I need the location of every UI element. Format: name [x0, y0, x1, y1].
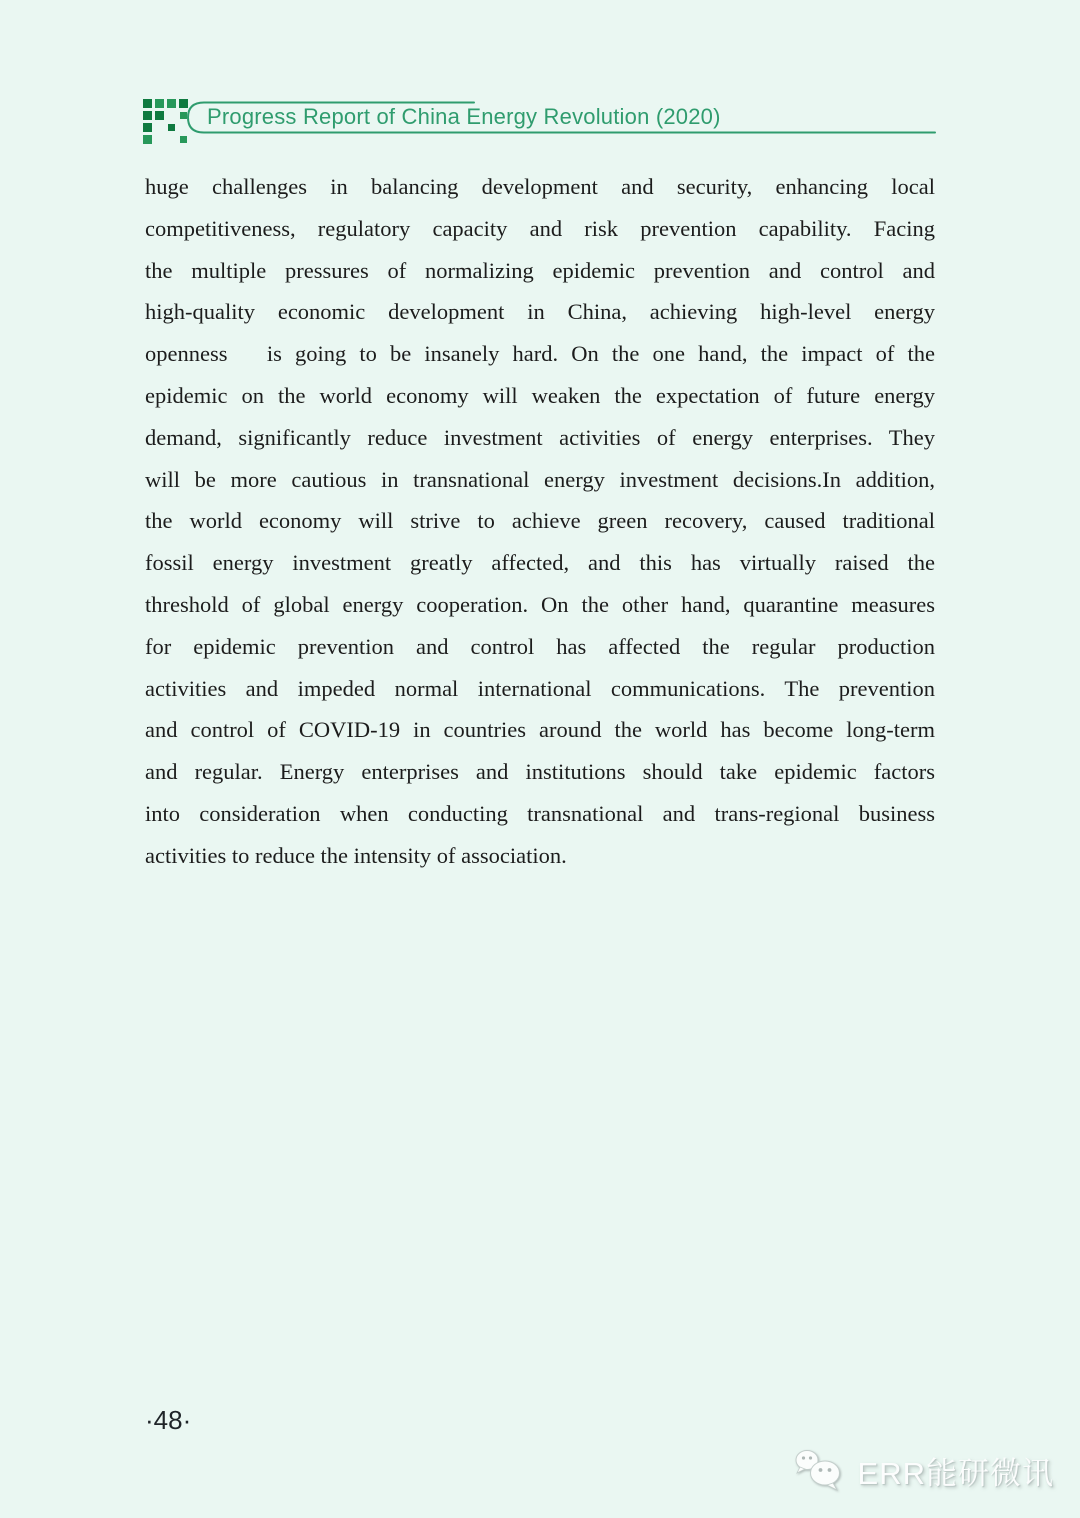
logo-pixel	[143, 111, 152, 120]
paragraph-line: will be more cautious in transnational energy investment decisions.In addition,	[145, 466, 935, 492]
paragraph-line: huge challenges in balancing development and security, enhancing local	[145, 174, 935, 199]
logo-pixel	[143, 135, 152, 144]
paragraph-line: competitiveness, regulatory capacity and risk prevention capability. Facing	[145, 215, 935, 241]
watermark-label: ERR能研微讯	[857, 1455, 1054, 1491]
paragraph-line: into consideration when conducting transnational and trans-regional business	[145, 800, 935, 826]
paragraph-line: for epidemic prevention and control has affected the regular production	[145, 633, 935, 659]
body-paragraph	[145, 166, 935, 877]
logo-pixel	[179, 99, 188, 108]
paragraph-line: openness is going to be insanely hard. On the one hand, the impact of the	[145, 341, 935, 367]
page-number: ·48·	[145, 1405, 192, 1435]
logo-pixel	[143, 123, 152, 132]
paragraph-line: and control of COVID-19 in countries around the world has become long-term	[145, 717, 935, 743]
paragraph-line: the world economy will strive to achieve green recovery, caused traditional	[145, 508, 935, 534]
wechat-icon	[792, 1447, 848, 1493]
paragraph-line: and regular. Energy enterprises and institutions should take epidemic factors	[145, 759, 935, 785]
watermark	[792, 1447, 1054, 1493]
logo-pixel	[180, 136, 187, 143]
logo-pixel	[155, 99, 164, 108]
paragraph-line: activities to reduce the intensity of association.	[145, 842, 567, 868]
logo-pixel	[155, 111, 164, 120]
paragraph-line: high-quality economic development in China, achieving high-level energy	[145, 299, 935, 325]
logo-pixel	[168, 124, 175, 131]
paragraph-line: the multiple pressures of normalizing epidemic prevention and control and	[145, 257, 935, 283]
paragraph-line: threshold of global energy cooperation. On the other hand, quarantine measures	[145, 591, 935, 617]
paragraph-line: activities and impeded normal international communications. The prevention	[145, 675, 935, 701]
report-logo	[143, 99, 189, 149]
paragraph-line: fossil energy investment greatly affected, and this has virtually raised the	[145, 550, 935, 576]
page-title: Progress Report of China Energy Revolution (2020)	[207, 104, 721, 129]
logo-pixel	[167, 99, 176, 108]
paragraph-line: epidemic on the world economy will weaken the expectation of future energy	[145, 382, 935, 408]
logo-pixel	[180, 112, 187, 119]
paragraph-line: demand, significantly reduce investment activities of energy enterprises. They	[145, 424, 935, 450]
logo-pixel	[143, 99, 152, 108]
